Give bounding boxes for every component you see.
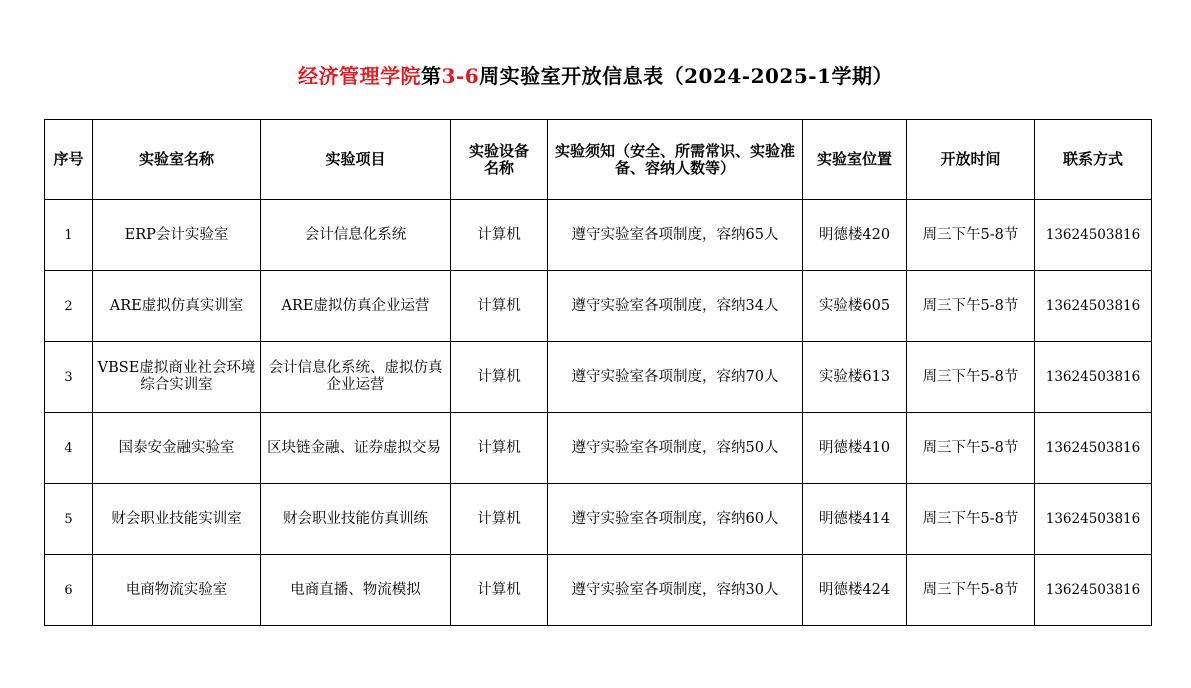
cell-lab-name: 国泰安金融实验室 xyxy=(93,413,261,484)
cell-location: 明德楼420 xyxy=(803,200,907,271)
page-title xyxy=(0,60,1191,89)
cell-contact: 13624503816 xyxy=(1035,271,1152,342)
cell-location: 实验楼613 xyxy=(803,342,907,413)
cell-equipment: 计算机 xyxy=(451,555,548,626)
cell-lab-name: ARE虚拟仿真实训室 xyxy=(93,271,261,342)
cell-lab-name: ERP会计实验室 xyxy=(93,200,261,271)
cell-no: 2 xyxy=(45,271,93,342)
table-row xyxy=(45,413,1152,484)
cell-notice: 遵守实验室各项制度，容纳60人 xyxy=(548,484,803,555)
header-location: 实验室位置 xyxy=(803,120,907,200)
cell-notice: 遵守实验室各项制度，容纳70人 xyxy=(548,342,803,413)
title-weeks: 3-6 xyxy=(441,64,480,88)
cell-equipment: 计算机 xyxy=(451,484,548,555)
cell-notice: 遵守实验室各项制度，容纳30人 xyxy=(548,555,803,626)
cell-project: 区块链金融、证券虚拟交易 xyxy=(261,413,451,484)
table-row xyxy=(45,484,1152,555)
table-row xyxy=(45,342,1152,413)
cell-project: 会计信息化系统 xyxy=(261,200,451,271)
cell-no: 3 xyxy=(45,342,93,413)
cell-lab-name: 电商物流实验室 xyxy=(93,555,261,626)
cell-contact: 13624503816 xyxy=(1035,413,1152,484)
cell-contact: 13624503816 xyxy=(1035,200,1152,271)
cell-equipment: 计算机 xyxy=(451,413,548,484)
title-prefix: 第 xyxy=(421,64,442,88)
cell-location: 实验楼605 xyxy=(803,271,907,342)
title-college: 经济管理学院 xyxy=(298,64,421,88)
cell-notice: 遵守实验室各项制度，容纳34人 xyxy=(548,271,803,342)
cell-open-time: 周三下午5-8节 xyxy=(907,555,1035,626)
header-equipment: 实验设备名称 xyxy=(451,120,548,200)
cell-project: 电商直播、物流模拟 xyxy=(261,555,451,626)
table-row xyxy=(45,200,1152,271)
cell-contact: 13624503816 xyxy=(1035,555,1152,626)
cell-open-time: 周三下午5-8节 xyxy=(907,484,1035,555)
cell-equipment: 计算机 xyxy=(451,271,548,342)
cell-notice: 遵守实验室各项制度，容纳50人 xyxy=(548,413,803,484)
header-lab-name: 实验室名称 xyxy=(93,120,261,200)
cell-project: 财会职业技能仿真训练 xyxy=(261,484,451,555)
lab-schedule-table xyxy=(44,119,1152,626)
cell-lab-name: 财会职业技能实训室 xyxy=(93,484,261,555)
cell-no: 1 xyxy=(45,200,93,271)
cell-location: 明德楼424 xyxy=(803,555,907,626)
title-rest: 周实验室开放信息表（2024-2025-1学期） xyxy=(479,64,893,88)
cell-open-time: 周三下午5-8节 xyxy=(907,271,1035,342)
cell-equipment: 计算机 xyxy=(451,200,548,271)
cell-no: 5 xyxy=(45,484,93,555)
cell-open-time: 周三下午5-8节 xyxy=(907,200,1035,271)
table-header-row xyxy=(45,120,1152,200)
table-row xyxy=(45,271,1152,342)
header-contact: 联系方式 xyxy=(1035,120,1152,200)
cell-contact: 13624503816 xyxy=(1035,342,1152,413)
cell-project: 会计信息化系统、虚拟仿真企业运营 xyxy=(261,342,451,413)
cell-no: 6 xyxy=(45,555,93,626)
cell-open-time: 周三下午5-8节 xyxy=(907,413,1035,484)
cell-location: 明德楼414 xyxy=(803,484,907,555)
cell-open-time: 周三下午5-8节 xyxy=(907,342,1035,413)
table-row xyxy=(45,555,1152,626)
cell-notice: 遵守实验室各项制度，容纳65人 xyxy=(548,200,803,271)
cell-location: 明德楼410 xyxy=(803,413,907,484)
header-no: 序号 xyxy=(45,120,93,200)
cell-project: ARE虚拟仿真企业运营 xyxy=(261,271,451,342)
header-project: 实验项目 xyxy=(261,120,451,200)
header-notice: 实验须知（安全、所需常识、实验准备、容纳人数等） xyxy=(548,120,803,200)
cell-no: 4 xyxy=(45,413,93,484)
cell-contact: 13624503816 xyxy=(1035,484,1152,555)
cell-equipment: 计算机 xyxy=(451,342,548,413)
header-open-time: 开放时间 xyxy=(907,120,1035,200)
cell-lab-name: VBSE虚拟商业社会环境综合实训室 xyxy=(93,342,261,413)
